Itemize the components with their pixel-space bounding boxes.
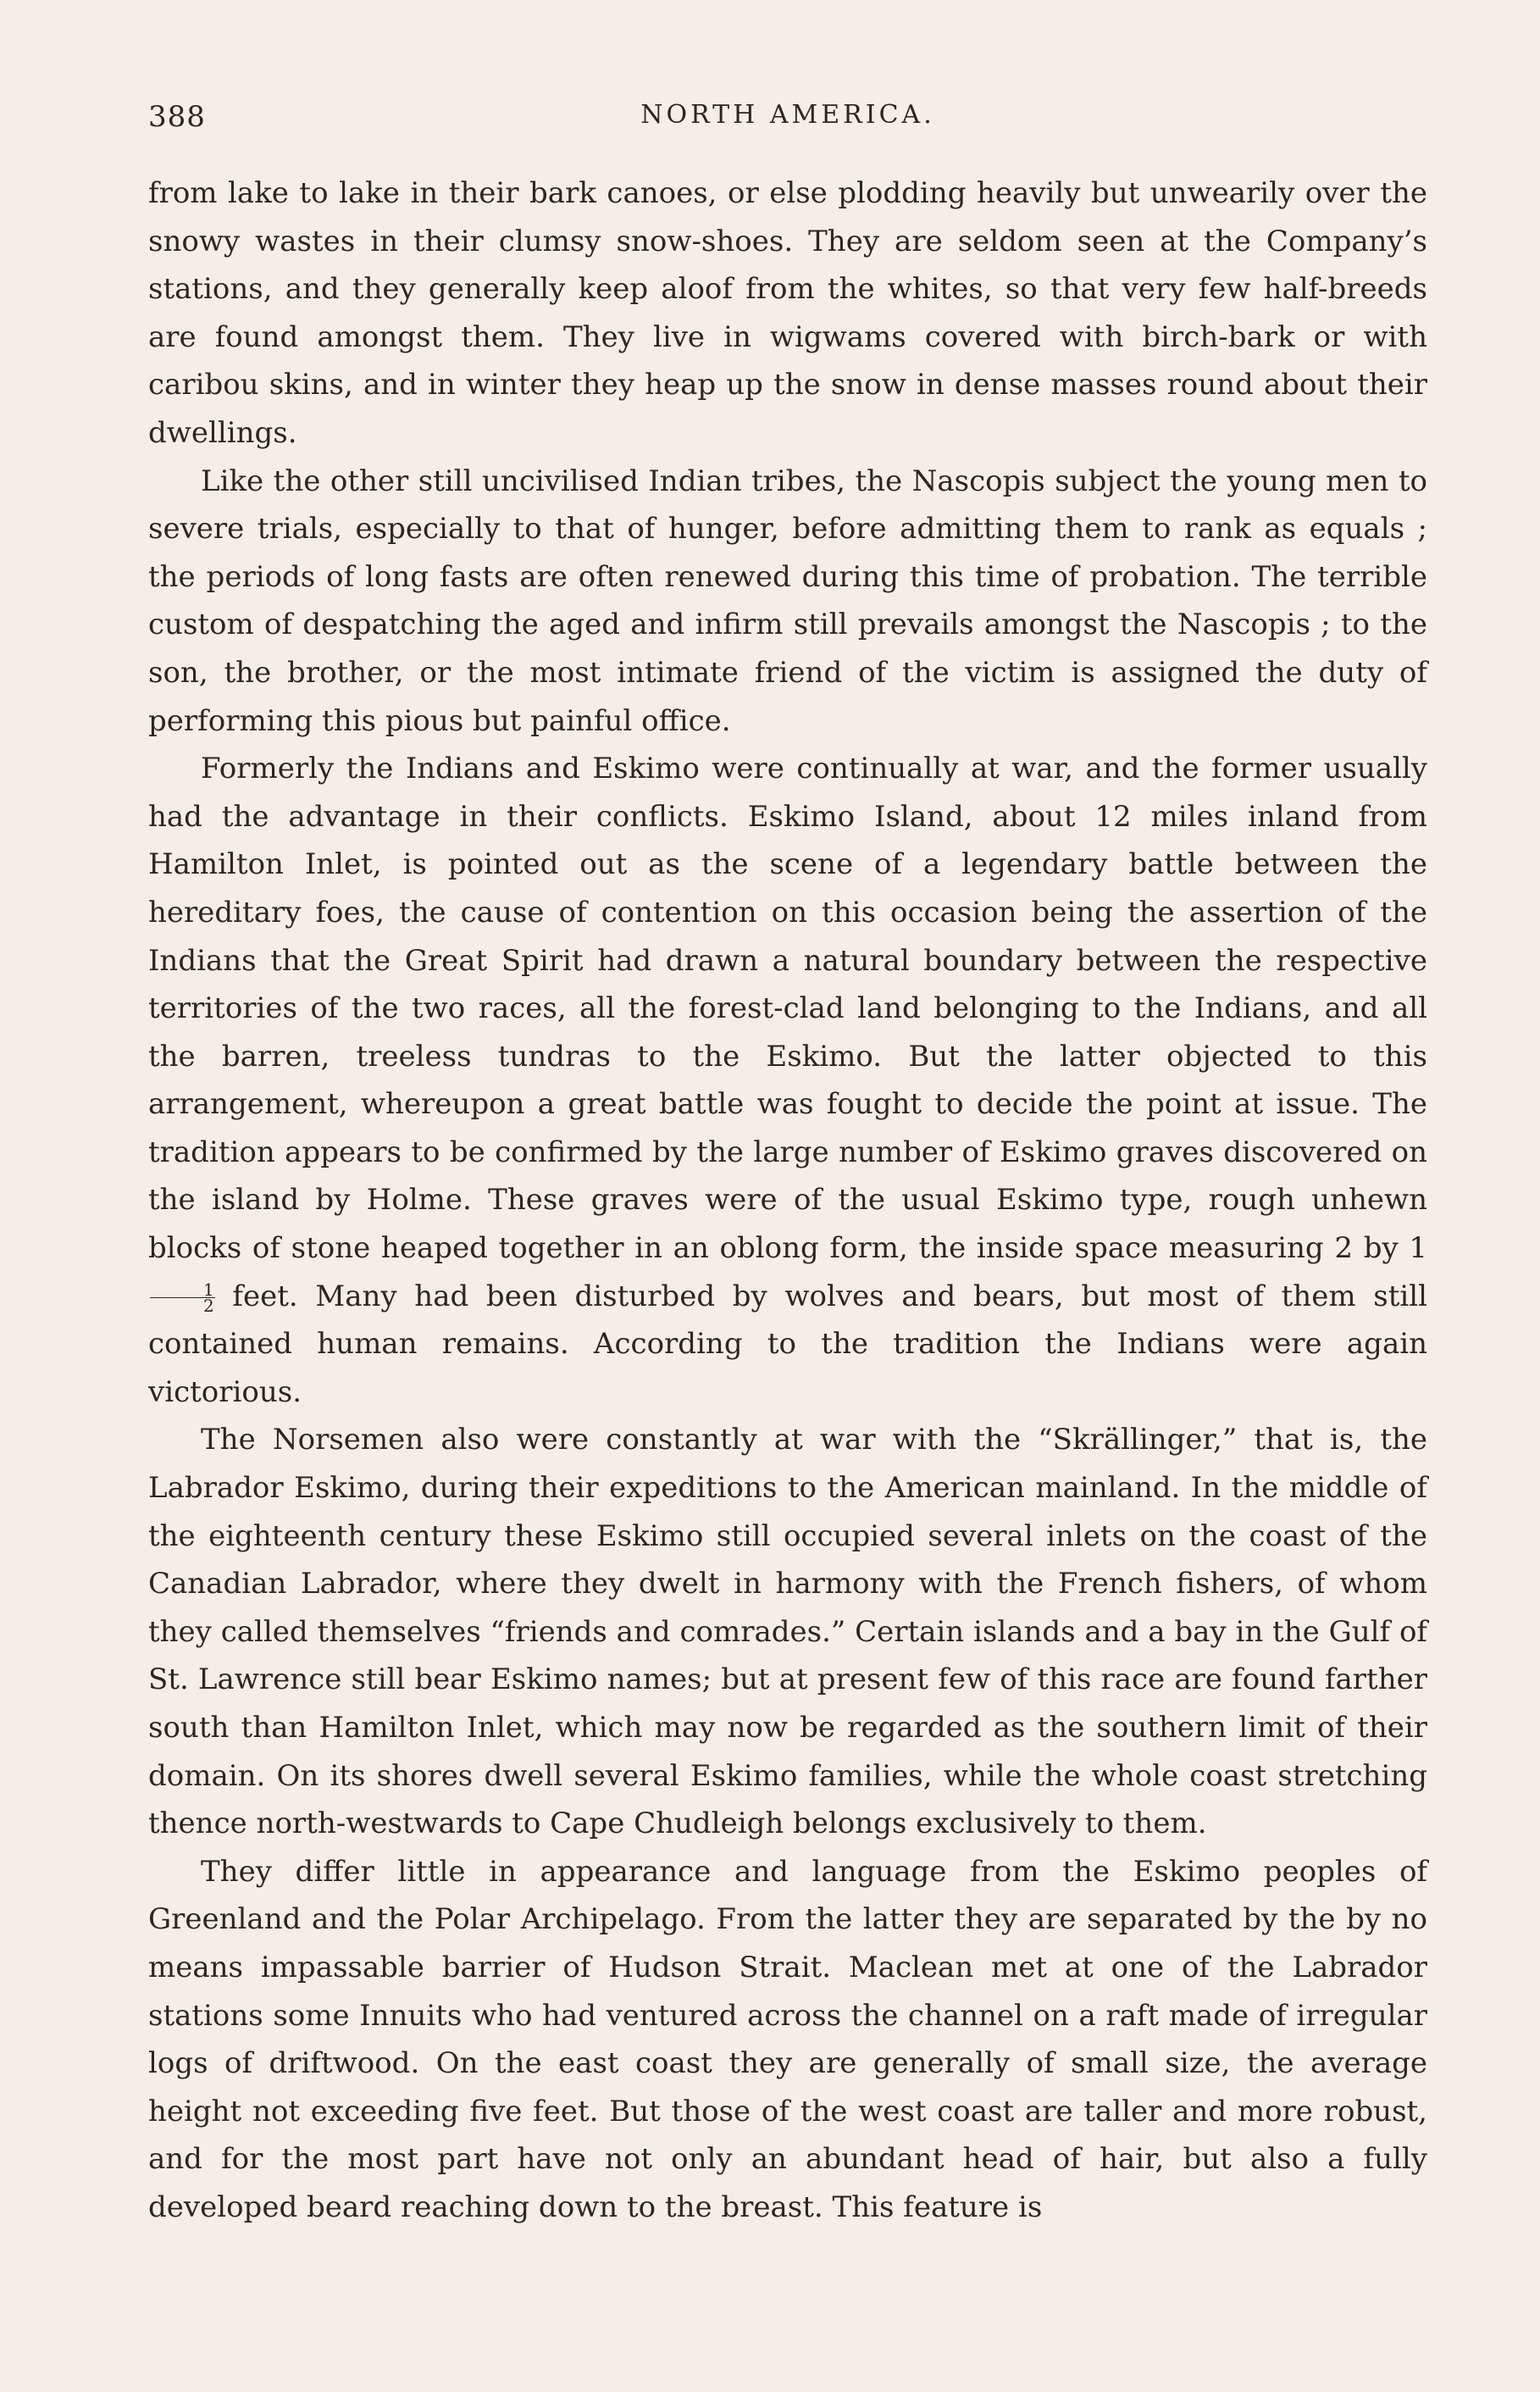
paragraph-3-text-before: Formerly the Indians and Eskimo were continually at war, and the former usually had the advantage in their conflicts. Eskimo Island, about 12 miles inland from Hamilton Inlet, is pointed out as the scene of a legendary battle between the hereditary foes, the cause of contention on this occasion being the assertion of the Indians that the Great Spirit had drawn a natural boundary between the respective territories of the two races, all the forest-clad land belonging to the Indians, and all the barren, treeless tundras to the Eskimo. But the latter objected to this arrangement, whereupon a great battle was fought to decide the point at issue. The tradition appears to be confirmed by the large number of Eskimo graves discovered on the island by Holme. These graves were of the usual Eskimo type, rough unhewn blocks of stone heaped together in an oblong form, the inside space measuring 2 by 1	[148, 752, 1427, 1266]
page-number: 388	[148, 100, 206, 134]
fraction-half	[150, 1279, 215, 1317]
paragraph-3-text-after: feet. Many had been disturbed by wolves and bears, but most of them still contained human remains. According to the tradition the Indians were again victorious.	[148, 1279, 1427, 1409]
paragraph-2: Like the other still uncivilised Indian tribes, the Nascopis subject the young men to severe trials, especially to that of hunger, before admitting them to rank as equals ; the periods of long fasts are often renewed during this time of probation. The terrible custom of despatching the aged and infirm still prevails amongst the Nascopis ; to the son, the brother, or the most intimate friend of the victim is assigned the duty of performing this pious but painful office.	[148, 463, 1427, 738]
paragraph-4: The Norsemen also were constantly at war with the “Skrällinger,” that is, the Labrador Eskimo, during their expeditions to the American mainland. In the middle of the eighteenth century these Eskimo still occupied several inlets on the coast of the Canadian Labrador, where they dwelt in harmony with the French fishers, of whom they called themselves “friends and comrades.” Certain islands and a bay in the Gulf of St. Lawrence still bear Eskimo names; but at present few of this race are found farther south than Hamilton Inlet, which may now be regarded as the southern limit of their domain. On its shores dwell several Eskimo families, while the whole coast stretching thence north-westwards to Cape Chudleigh belongs exclusively to them.	[148, 1423, 1427, 1841]
fraction-numerator: 1	[150, 1282, 215, 1298]
paragraph-1: from lake to lake in their bark canoes, or else plodding heavily but unwearily over the snowy wastes in their clumsy snow-shoes. They are seldom seen at the Company’s stations, and they generally keep aloof from the whites, so that very few half-breeds are found amongst them. They live in wigwams covered with birch-bark or with caribou skins, and in winter they heap up the snow in dense masses round about their dwellings.	[148, 176, 1427, 450]
fraction-denominator: 2	[203, 1296, 214, 1317]
paragraph-5: They differ little in appearance and language from the Eskimo peoples of Greenland and the Polar Archipelago. From the latter they are separated by the by no means impassable barrier of Hudson Strait. Maclean met at one of the Labrador stations some Innuits who had ventured across the channel on a raft made of irregular logs of driftwood. On the east coast they are generally of small size, the average height not exceeding five feet. But those of the west coast are taller and more robust, and for the most part have not only an abundant head of hair, but also a fully developed beard reaching down to the breast. This feature is	[148, 1854, 1427, 2224]
body-text	[148, 169, 1427, 2232]
paragraph-3	[148, 745, 1427, 1416]
running-head: NORTH AMERICA.	[640, 100, 935, 130]
page-header	[148, 100, 1427, 142]
